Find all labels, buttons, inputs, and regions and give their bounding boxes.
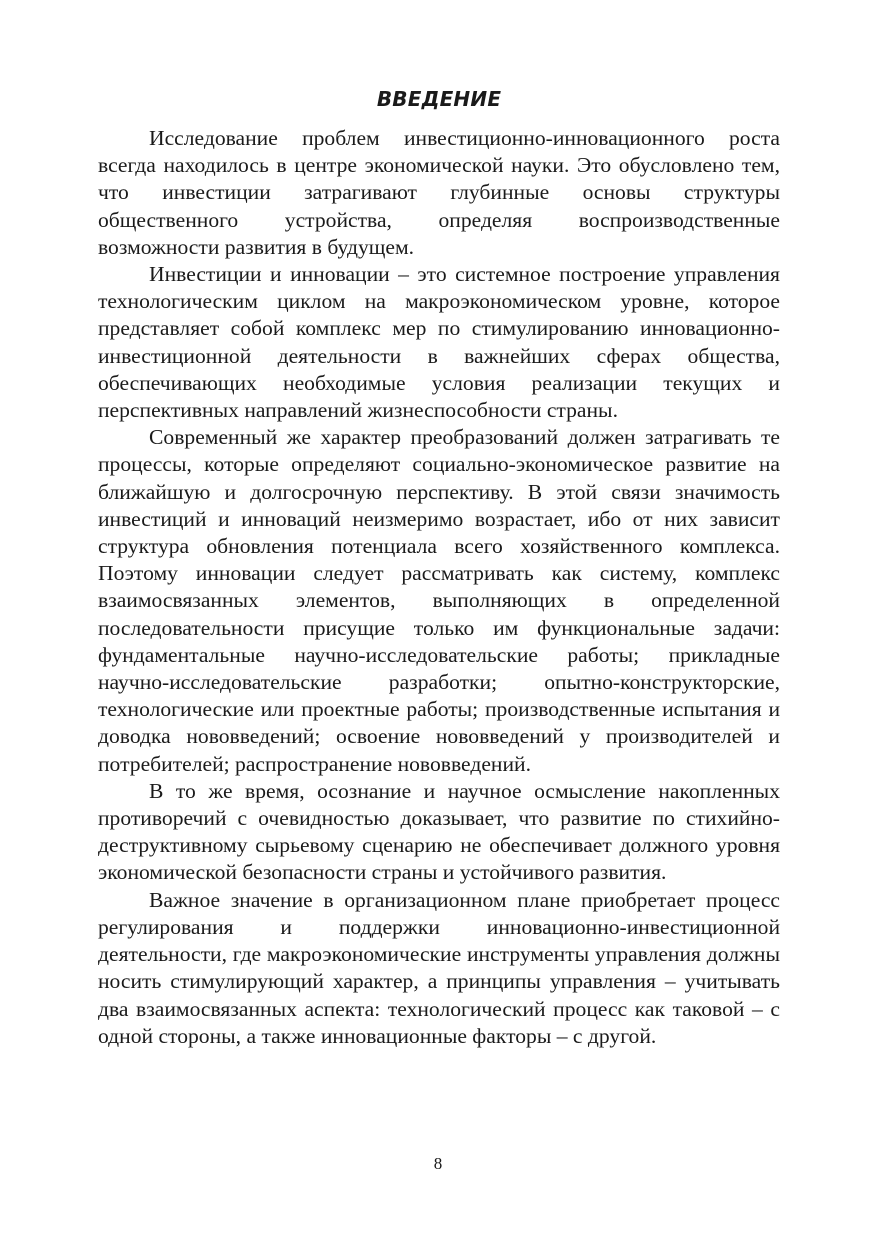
paragraph: Важное значение в организационном плане приобретает процесс регулирования и поддержки инновационно-инвестиционной деятельности, где макроэкономические инструменты управления должны носить стимулирующий характер, а принципы управления – учитывать два взаимосвязанных аспекта: технологический процесс как таковой – с одной стороны, а также инновационные факторы – с другой. [98,887,780,1048]
paragraph: В то же время, осознание и научное осмысление накопленных противоречий с очевидностью доказывает, что развитие по стихийно-деструктивному сырьевому сценарию не обеспечивает должного уровня экономической безопасности страны и устойчивого развития. [98,778,780,885]
page-number: 8 [433,1154,443,1173]
page-body [98,84,780,1050]
paragraph: Исследование проблем инвестиционно-инновационного роста всегда находилось в центре экономической науки. Это обусловлено тем, что инвестиции затрагивают глубинные основы структуры общественного устройства, определяя воспроизводственные возможности развития в будущем. [98,126,780,259]
paragraph: Современный же характер преобразований должен затрагивать те процессы, которые определяют социально-экономическое развитие на ближайшую и долгосрочную перспективу. В этой связи значимость инвестиций и инноваций неизмеримо возрастает, ибо от них зависит структура обновления потенциала всего хозяйственного комплекса. Поэтому инновации следует рассматривать как систему, комплекс взаимосвязанных элементов, выполняющих в определенной последовательности присущие только им функциональные задачи: фундаментальные научно-исследовательские работы; прикладные научно-исследовательские разработки; опытно-конструкторские, технологические или проектные работы; производственные испытания и доводка нововведений; освоение нововведений у производителей и потребителей; распространение нововведений. [98,425,780,776]
section-title: ВВЕДЕНИЕ [376,87,502,111]
paragraph: Инвестиции и инновации – это системное построение управления технологическим циклом на макроэкономическом уровне, которое представляет собой комплекс мер по стимулированию инновационно-инвестиционной деятельности в важнейших сферах общества, обеспечивающих необходимые условия реализации текущих и перспективных направлений жизнеспособности страны. [98,262,780,423]
